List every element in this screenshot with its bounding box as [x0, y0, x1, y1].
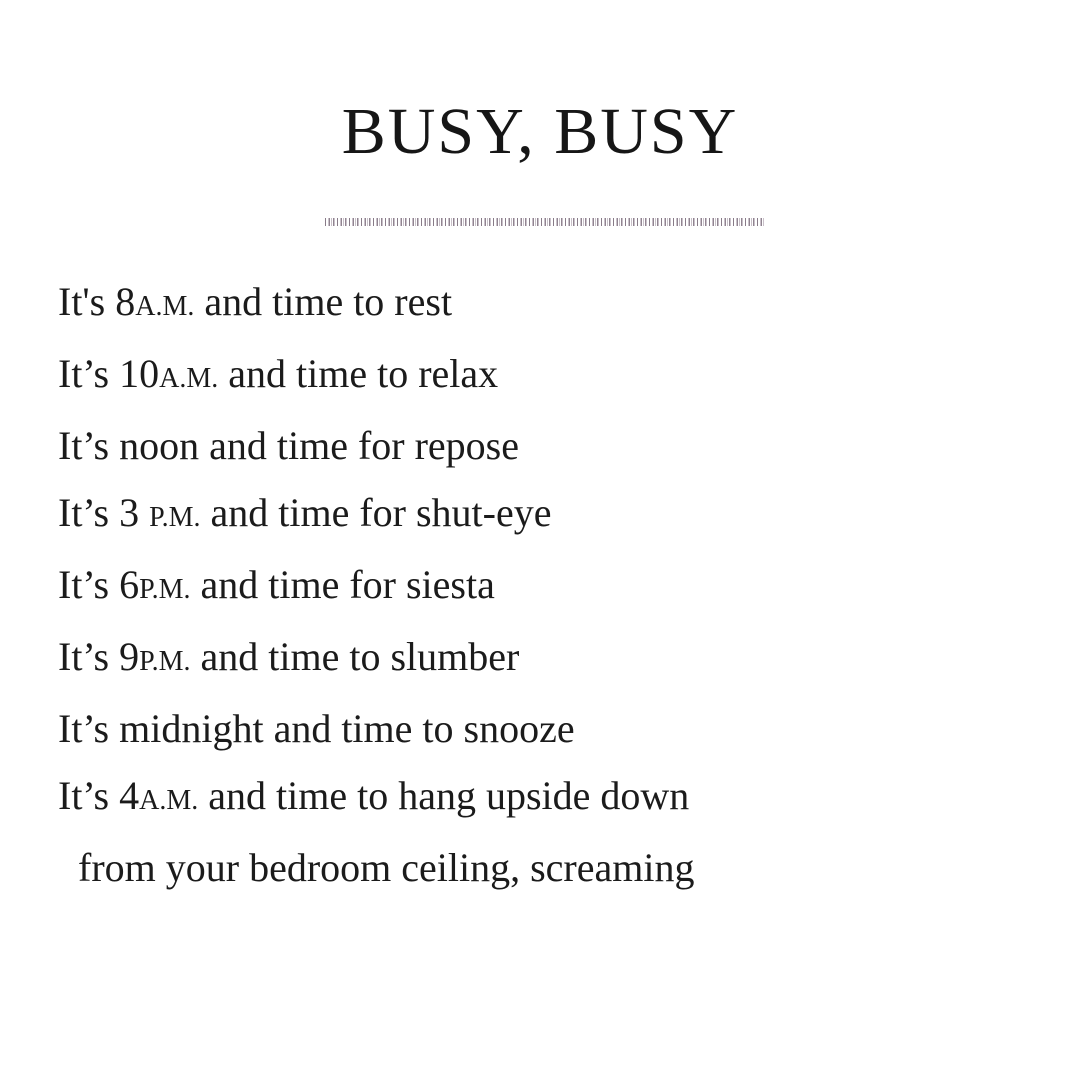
title-divider	[325, 218, 765, 226]
poem-line	[58, 551, 694, 623]
meridiem-abbrev: A.M.	[135, 291, 195, 322]
poem-body	[58, 268, 694, 901]
meridiem-abbrev: P.M.	[139, 574, 191, 605]
line-text: and time for siesta	[190, 562, 495, 607]
poem-line	[58, 340, 694, 412]
line-text: and time to slumber	[190, 634, 520, 679]
meridiem-abbrev: P.M.	[139, 646, 191, 677]
meridiem-abbrev: A.M.	[139, 785, 199, 816]
line-text: It’s 3	[58, 490, 150, 535]
line-text: It’s 6	[58, 562, 140, 607]
poem-line	[58, 268, 694, 340]
line-text: and time for shut-eye	[200, 490, 552, 535]
line-text: It’s noon and time for repose	[58, 423, 519, 468]
poem-line	[58, 695, 694, 762]
poem-line	[58, 623, 694, 695]
poem-title: BUSY, BUSY	[341, 95, 739, 168]
poem-line	[58, 834, 694, 901]
line-text: It’s 10	[58, 351, 160, 396]
line-text: and time to hang upside down	[198, 773, 690, 818]
line-text: It’s midnight and time to snooze	[58, 706, 575, 751]
poem-line	[58, 412, 694, 479]
line-text: It’s 9	[58, 634, 140, 679]
poem-line	[58, 762, 694, 834]
meridiem-abbrev: P.M.	[149, 502, 201, 533]
line-text: and time to relax	[218, 351, 499, 396]
line-text: from your bedroom ceiling, screaming	[78, 845, 695, 890]
poem-line	[58, 479, 694, 551]
line-text: It's 8	[58, 279, 136, 324]
meridiem-abbrev: A.M.	[159, 363, 219, 394]
line-text: and time to rest	[194, 279, 453, 324]
line-text: It’s 4	[58, 773, 140, 818]
